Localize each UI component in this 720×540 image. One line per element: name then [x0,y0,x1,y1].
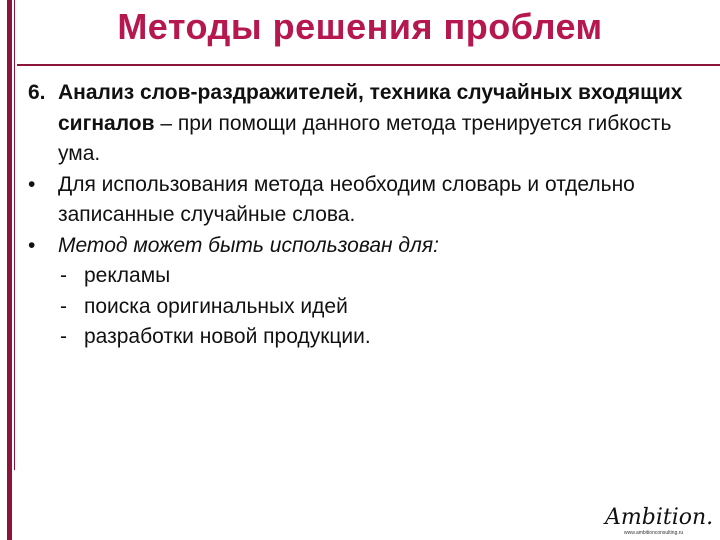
bullet-text: Для использования метода необходим словарь и отдельно записанные случайные слова. [58,172,635,226]
bullet-marker: • [28,233,36,257]
bullet-item [28,170,708,231]
use-text: поиска оригинальных идей [84,294,348,318]
use-text: рекламы [84,264,171,287]
slide-body [28,78,708,353]
slide-title: Методы решения проблем [117,6,603,47]
left-accent-bar [7,0,12,540]
ambition-logo: Ambition. [605,505,714,530]
use-item [28,261,708,292]
dash-marker: - [60,294,67,318]
title-divider [17,64,720,66]
use-item [28,322,708,353]
use-text: разработки новой продукции. [84,325,371,348]
dash-marker: - [60,325,67,348]
logo-tagline: www.ambitionconsulting.ru [624,530,684,536]
left-accent-line [14,0,15,470]
item-heading: Анализ слов-раздражителей, техника случайных входящих сигналов [58,81,683,135]
bullet-item [28,231,708,262]
item-6 [28,78,708,170]
use-item [28,292,708,323]
item-number: 6. [28,81,46,104]
item-description: – при помощи данного метода тренируется гибкость ума. [58,111,672,165]
bullet-marker: • [28,172,36,196]
dash-marker: - [60,264,67,287]
bullet-text: Метод может быть использован для: [58,233,439,257]
